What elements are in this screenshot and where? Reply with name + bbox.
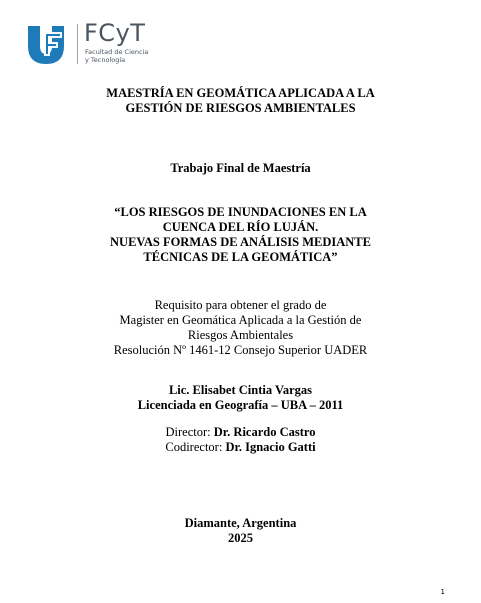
program-title-line1: MAESTRÍA EN GEOMÁTICA APLICADA A LA xyxy=(106,86,375,100)
thesis-title-line1: “LOS RIESGOS DE INUNDACIONES EN LA xyxy=(114,205,367,219)
program-title-line2: GESTIÓN DE RIESGOS AMBIENTALES xyxy=(125,101,356,115)
author-name: Lic. Elisabet Cintia Vargas xyxy=(168,383,313,397)
fcyt-logo xyxy=(24,20,184,68)
codirector-name: Dr. Ignacio Gatti xyxy=(225,440,316,454)
director-line xyxy=(0,425,481,440)
university-logo-icon xyxy=(24,22,68,66)
requirement-line1: Requisito para obtener el grado de xyxy=(154,298,327,312)
place-date xyxy=(0,516,481,546)
author-block xyxy=(0,383,481,413)
year: 2025 xyxy=(228,531,253,545)
director-label: Director: xyxy=(165,425,214,439)
codirector-line xyxy=(0,440,481,455)
advisors-block xyxy=(0,425,481,455)
program-title xyxy=(0,86,481,116)
degree-requirement xyxy=(0,298,481,358)
logo-name: FCyT xyxy=(84,19,146,47)
thesis-title xyxy=(0,205,481,265)
thesis-title-line2: CUENCA DEL RÍO LUJÁN. xyxy=(162,220,319,234)
logo-subtitle xyxy=(85,48,148,64)
director-name: Dr. Ricardo Castro xyxy=(213,425,316,439)
thesis-title-line3: NUEVAS FORMAS DE ANÁLISIS MEDIANTE xyxy=(110,235,371,249)
requirement-line4: Resolución Nº 1461-12 Consejo Superior UADER xyxy=(113,343,368,357)
thesis-title-line4: TÉCNICAS DE LA GEOMÁTICA” xyxy=(143,250,338,264)
codirector-label: Codirector: xyxy=(165,440,226,454)
requirement-line3: Riesgos Ambientales xyxy=(187,328,294,342)
page-number: 1 xyxy=(440,588,445,596)
logo-subtitle-line2: y Tecnología xyxy=(85,56,126,64)
document-type-text: Trabajo Final de Maestría xyxy=(170,161,311,175)
document-type xyxy=(0,161,481,176)
author-degree: Licenciada en Geografía – UBA – 2011 xyxy=(137,398,344,412)
logo-divider xyxy=(77,24,78,64)
requirement-line2: Magister en Geomática Aplicada a la Gestión de xyxy=(119,313,362,327)
place: Diamante, Argentina xyxy=(184,516,297,530)
logo-subtitle-line1: Facultad de Ciencia xyxy=(85,48,149,56)
